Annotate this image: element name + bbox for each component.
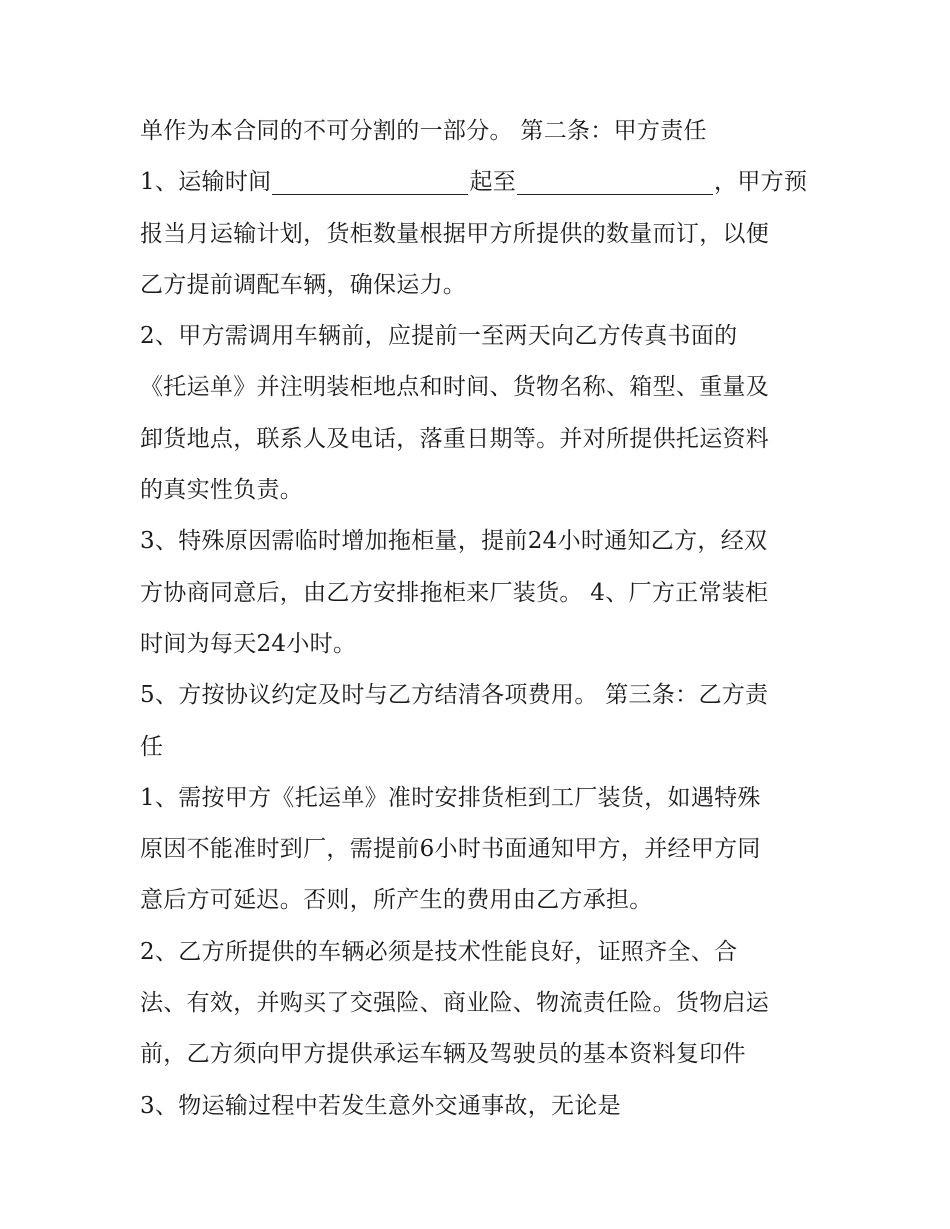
- text-line: 5、方按协议约定及时与乙方结清各项费用。 第三条：乙方责: [140, 682, 769, 709]
- text-line: 乙方提前调配车辆，确保运力。: [140, 271, 467, 298]
- until-label: 起至: [469, 169, 517, 196]
- transport-time-line: [140, 157, 830, 208]
- end-date-blank[interactable]: [517, 172, 713, 195]
- text-line: 的真实性负责。: [140, 477, 304, 504]
- text-line: 时间为每天24小时。: [140, 630, 357, 657]
- text-line: 意后方可延迟。否则，所产生的费用由乙方承担。: [140, 887, 653, 914]
- text-line: 前，乙方须向甲方提供承运车辆及驾驶员的基本资料复印件: [140, 1041, 746, 1068]
- contract-body: [140, 106, 830, 1132]
- transport-time-tail: ，甲方预: [714, 169, 808, 196]
- text-line: 任: [140, 733, 164, 760]
- text-line: 方协商同意后，由乙方安排拖柜来厂装货。 4、厂方正常装柜: [140, 579, 769, 606]
- text-line: 原因不能准时到厂，需提前6小时书面通知甲方，并经甲方同: [140, 836, 761, 863]
- text-line: 2、甲方需调用车辆前，应提前一至两天向乙方传真书面的: [140, 323, 738, 350]
- text-line: 2、乙方所提供的车辆必须是技术性能良好，证照齐全、合: [140, 938, 738, 965]
- transport-time-label: 1、运输时间: [140, 169, 272, 196]
- text-line: 3、特殊原因需临时增加拖柜量，提前24小时通知乙方，经双: [140, 528, 768, 555]
- start-date-blank[interactable]: [272, 172, 468, 195]
- text-line: 报当月运输计划，货柜数量根据甲方所提供的数量而订，以便: [140, 220, 770, 247]
- text-line: 1、需按甲方《托运单》准时安排货柜到工厂装货，如遇特殊: [140, 784, 761, 811]
- text-line: 卸货地点，联系人及电话，落重日期等。并对所提供托运资料: [140, 425, 770, 452]
- text-line: 3、物运输过程中若发生意外交通事故，无论是: [140, 1092, 621, 1119]
- text-line: 单作为本合同的不可分割的一部分。 第二条：甲方责任: [140, 118, 707, 144]
- text-line: 《托运单》并注明装柜地点和时间、货物名称、箱型、重量及: [140, 374, 770, 401]
- text-line: 法、有效，并购买了交强险、商业险、物流责任险。货物启运: [140, 990, 770, 1017]
